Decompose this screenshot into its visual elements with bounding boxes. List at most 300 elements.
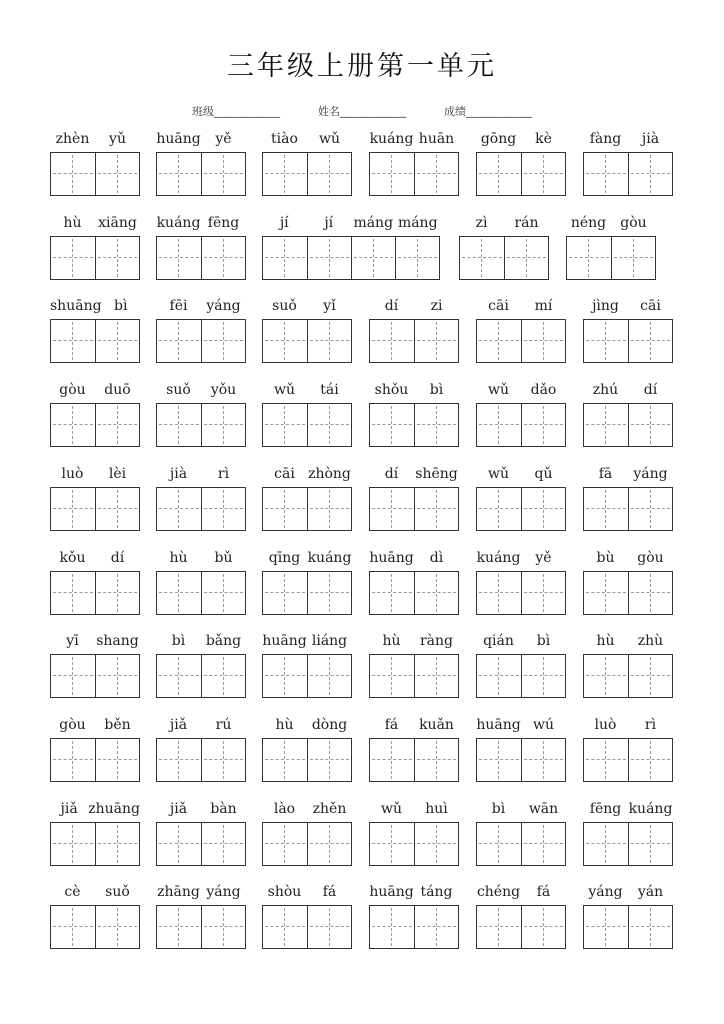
- pinyin-syllable: kuáng: [156, 214, 201, 231]
- tianzige-writing-cell[interactable]: [95, 823, 139, 865]
- pinyin-syllable: tiào: [271, 131, 298, 147]
- tianzige-writing-cell[interactable]: [263, 404, 307, 446]
- pinyin-syllable: huāng: [369, 884, 414, 901]
- tianzige-writing-cell[interactable]: [51, 739, 95, 781]
- tianzige-writing-cell[interactable]: [628, 572, 672, 614]
- tianzige-writing-cell[interactable]: [370, 320, 414, 362]
- tianzige-writing-cell[interactable]: [477, 404, 521, 446]
- pinyin-line: [459, 212, 549, 234]
- pinyin-line: [156, 128, 246, 150]
- word-item: [476, 128, 566, 210]
- tianzige-writing-cell[interactable]: [201, 488, 245, 530]
- word-item: [50, 547, 140, 629]
- pinyin-line: [262, 295, 352, 317]
- tianzige-writing-cell[interactable]: [414, 823, 458, 865]
- tianzige-writing-cell[interactable]: [477, 655, 521, 697]
- tianzige-writing-cell[interactable]: [628, 906, 672, 948]
- tianzige-writing-cell[interactable]: [201, 739, 245, 781]
- pinyin-line: [476, 798, 566, 820]
- pinyin-syllable: yáng: [633, 465, 668, 482]
- pinyin-line: [262, 798, 352, 820]
- tianzige-writing-cell[interactable]: [307, 572, 351, 614]
- writing-boxes: [369, 152, 459, 196]
- pinyin-line: [583, 379, 673, 401]
- pinyin-syllable: wú: [533, 716, 554, 733]
- tianzige-writing-cell[interactable]: [628, 488, 672, 530]
- pinyin-syllable: mí: [534, 298, 553, 315]
- pinyin-syllable: rán: [514, 214, 539, 231]
- writing-boxes: [476, 905, 566, 949]
- tianzige-writing-cell[interactable]: [201, 906, 245, 948]
- word-item: [369, 547, 459, 629]
- tianzige-writing-cell[interactable]: [95, 237, 139, 279]
- class-field-label: 班级____________: [192, 105, 280, 118]
- tianzige-writing-cell[interactable]: [521, 153, 565, 195]
- tianzige-writing-cell[interactable]: [370, 572, 414, 614]
- tianzige-writing-cell[interactable]: [414, 488, 458, 530]
- tianzige-writing-cell[interactable]: [157, 320, 201, 362]
- pinyin-line: [262, 630, 352, 652]
- pinyin-syllable: bì: [536, 633, 551, 650]
- pinyin-line: [476, 547, 566, 569]
- pinyin-line: [156, 379, 246, 401]
- tianzige-writing-cell[interactable]: [95, 320, 139, 362]
- writing-boxes: [156, 403, 246, 447]
- pinyin-syllable: zhuāng: [88, 800, 140, 817]
- tianzige-writing-cell[interactable]: [370, 153, 414, 195]
- writing-boxes: [476, 403, 566, 447]
- tianzige-writing-cell[interactable]: [51, 153, 95, 195]
- pinyin-syllable: hù: [275, 716, 294, 733]
- pinyin-syllable: wǔ: [488, 465, 509, 482]
- word-item: [583, 630, 673, 712]
- tianzige-writing-cell[interactable]: [414, 572, 458, 614]
- pinyin-syllable: huì: [425, 800, 448, 817]
- writing-boxes: [476, 152, 566, 196]
- tianzige-writing-cell[interactable]: [414, 320, 458, 362]
- pinyin-syllable: zhú: [592, 382, 619, 399]
- word-item: [583, 798, 673, 880]
- pinyin-line: [476, 714, 566, 736]
- tianzige-writing-cell[interactable]: [477, 823, 521, 865]
- tianzige-writing-cell[interactable]: [521, 404, 565, 446]
- tianzige-writing-cell[interactable]: [414, 906, 458, 948]
- tianzige-writing-cell[interactable]: [521, 906, 565, 948]
- pinyin-line: [156, 295, 246, 317]
- pinyin-syllable: suǒ: [166, 382, 191, 399]
- tianzige-writing-cell[interactable]: [95, 404, 139, 446]
- tianzige-writing-cell[interactable]: [157, 655, 201, 697]
- tianzige-writing-cell[interactable]: [628, 320, 672, 362]
- pinyin-syllable: cāi: [274, 465, 295, 482]
- tianzige-writing-cell[interactable]: [201, 320, 245, 362]
- tianzige-writing-cell[interactable]: [157, 237, 201, 279]
- score-field-label: 成绩____________: [444, 105, 532, 118]
- writing-boxes: [50, 487, 140, 531]
- word-item: [50, 379, 140, 461]
- tianzige-writing-cell[interactable]: [584, 488, 628, 530]
- writing-boxes: [369, 319, 459, 363]
- word-item: [566, 212, 656, 294]
- pinyin-syllable: ràng: [419, 633, 454, 650]
- tianzige-writing-cell[interactable]: [263, 237, 307, 279]
- word-item: [583, 295, 673, 377]
- pinyin-syllable: zhòng: [308, 465, 351, 482]
- pinyin-syllable: dǎo: [530, 382, 557, 399]
- tianzige-writing-cell[interactable]: [263, 823, 307, 865]
- pinyin-syllable: cè: [64, 884, 81, 901]
- pinyin-syllable: bì: [171, 633, 186, 650]
- pinyin-syllable: suǒ: [272, 298, 297, 315]
- writing-boxes: [50, 905, 140, 949]
- pinyin-line: [50, 714, 140, 736]
- tianzige-writing-cell[interactable]: [584, 404, 628, 446]
- word-item: [583, 547, 673, 629]
- word-item: [476, 295, 566, 377]
- pinyin-syllable: jià: [169, 465, 188, 482]
- writing-boxes: [583, 403, 673, 447]
- pinyin-syllable: gòu: [620, 214, 647, 231]
- tianzige-writing-cell[interactable]: [584, 153, 628, 195]
- pinyin-line: [476, 881, 566, 903]
- page-title: 三年级上册第一单元: [227, 51, 497, 82]
- word-item: [156, 212, 246, 294]
- tianzige-writing-cell[interactable]: [521, 655, 565, 697]
- pinyin-syllable: yǐ: [323, 298, 336, 315]
- word-item: [369, 714, 459, 796]
- word-item: [583, 128, 673, 210]
- tianzige-writing-cell[interactable]: [51, 237, 95, 279]
- tianzige-writing-cell[interactable]: [263, 739, 307, 781]
- tianzige-writing-cell[interactable]: [51, 320, 95, 362]
- pinyin-syllable: rú: [215, 716, 232, 733]
- tianzige-writing-cell[interactable]: [370, 404, 414, 446]
- pinyin-line: [262, 128, 352, 150]
- writing-boxes: [369, 654, 459, 698]
- pinyin-syllable: liáng: [311, 633, 348, 650]
- tianzige-writing-cell[interactable]: [307, 655, 351, 697]
- tianzige-writing-cell[interactable]: [477, 320, 521, 362]
- tianzige-writing-cell[interactable]: [628, 153, 672, 195]
- pinyin-syllable: dòng: [311, 716, 348, 733]
- tianzige-writing-cell[interactable]: [201, 404, 245, 446]
- tianzige-writing-cell[interactable]: [477, 488, 521, 530]
- pinyin-syllable: cāi: [488, 298, 509, 315]
- writing-boxes: [476, 822, 566, 866]
- tianzige-writing-cell[interactable]: [201, 655, 245, 697]
- pinyin-line: [583, 463, 673, 485]
- tianzige-writing-cell[interactable]: [307, 153, 351, 195]
- tianzige-writing-cell[interactable]: [201, 823, 245, 865]
- writing-boxes: [156, 319, 246, 363]
- pinyin-line: [583, 881, 673, 903]
- tianzige-writing-cell[interactable]: [263, 488, 307, 530]
- tianzige-writing-cell[interactable]: [477, 153, 521, 195]
- writing-boxes: [262, 738, 352, 782]
- pinyin-line: [369, 547, 459, 569]
- pinyin-line: [262, 212, 440, 234]
- pinyin-syllable: lèi: [108, 465, 127, 482]
- writing-boxes: [262, 403, 352, 447]
- pinyin-syllable: chéng: [476, 884, 521, 901]
- pinyin-line: [156, 798, 246, 820]
- tianzige-writing-cell[interactable]: [521, 823, 565, 865]
- pinyin-syllable: yán: [637, 884, 664, 901]
- pinyin-syllable: fàng: [589, 131, 622, 147]
- pinyin-syllable: luò: [594, 716, 617, 733]
- tianzige-writing-cell[interactable]: [263, 572, 307, 614]
- word-item: [262, 212, 440, 294]
- writing-boxes: [156, 236, 246, 280]
- tianzige-writing-cell[interactable]: [584, 320, 628, 362]
- pinyin-line: [369, 630, 459, 652]
- writing-boxes: [156, 152, 246, 196]
- tianzige-writing-cell[interactable]: [157, 739, 201, 781]
- tianzige-writing-cell[interactable]: [477, 906, 521, 948]
- tianzige-writing-cell[interactable]: [567, 237, 611, 279]
- tianzige-writing-cell[interactable]: [370, 739, 414, 781]
- pinyin-syllable: bì: [491, 800, 506, 817]
- pinyin-line: [50, 212, 140, 234]
- pinyin-syllable: zì: [475, 214, 488, 231]
- tianzige-writing-cell[interactable]: [460, 237, 504, 279]
- word-item: [156, 463, 246, 545]
- pinyin-syllable: yáng: [206, 884, 241, 901]
- writing-boxes: [50, 738, 140, 782]
- pinyin-syllable: dí: [384, 298, 399, 315]
- pinyin-syllable: dí: [110, 549, 125, 566]
- pinyin-syllable: fēi: [169, 298, 188, 315]
- pinyin-syllable: yě: [215, 131, 232, 147]
- pinyin-syllable: kǒu: [59, 549, 86, 566]
- pinyin-line: [50, 547, 140, 569]
- pinyin-syllable: suǒ: [105, 884, 130, 901]
- pinyin-syllable: yáng: [588, 884, 623, 901]
- tianzige-writing-cell[interactable]: [414, 655, 458, 697]
- tianzige-writing-cell[interactable]: [584, 739, 628, 781]
- tianzige-writing-cell[interactable]: [51, 404, 95, 446]
- tianzige-writing-cell[interactable]: [521, 739, 565, 781]
- word-item: [476, 463, 566, 545]
- pinyin-syllable: bù: [596, 549, 615, 566]
- pinyin-line: [156, 714, 246, 736]
- writing-boxes: [369, 738, 459, 782]
- word-item: [262, 295, 352, 377]
- pinyin-syllable: huāng: [156, 131, 201, 147]
- tianzige-writing-cell[interactable]: [307, 739, 351, 781]
- pinyin-syllable: xiāng: [98, 214, 137, 231]
- pinyin-line: [156, 212, 246, 234]
- tianzige-writing-cell[interactable]: [307, 823, 351, 865]
- word-item: [50, 630, 140, 712]
- pinyin-line: [566, 212, 656, 234]
- pinyin-syllable: jiǎ: [169, 716, 188, 733]
- tianzige-writing-cell[interactable]: [95, 906, 139, 948]
- tianzige-writing-cell[interactable]: [611, 237, 655, 279]
- tianzige-writing-cell[interactable]: [370, 823, 414, 865]
- pinyin-syllable: qīng: [268, 549, 301, 566]
- pinyin-syllable: máng: [397, 214, 438, 231]
- tianzige-writing-cell[interactable]: [263, 906, 307, 948]
- writing-boxes: [50, 236, 140, 280]
- pinyin-syllable: táng: [420, 884, 453, 901]
- pinyin-syllable: luò: [61, 465, 84, 482]
- pinyin-line: [50, 128, 140, 150]
- pinyin-syllable: huāng: [262, 633, 307, 650]
- word-item: [156, 881, 246, 963]
- pinyin-syllable: zhèn: [55, 131, 90, 147]
- tianzige-writing-cell[interactable]: [628, 404, 672, 446]
- pinyin-syllable: gòu: [59, 716, 86, 733]
- tianzige-writing-cell[interactable]: [477, 739, 521, 781]
- tianzige-writing-cell[interactable]: [201, 153, 245, 195]
- tianzige-writing-cell[interactable]: [157, 404, 201, 446]
- pinyin-line: [583, 295, 673, 317]
- word-item: [476, 379, 566, 461]
- tianzige-writing-cell[interactable]: [370, 906, 414, 948]
- tianzige-writing-cell[interactable]: [584, 906, 628, 948]
- tianzige-writing-cell[interactable]: [414, 153, 458, 195]
- tianzige-writing-cell[interactable]: [201, 237, 245, 279]
- tianzige-writing-cell[interactable]: [95, 739, 139, 781]
- tianzige-writing-cell[interactable]: [157, 488, 201, 530]
- pinyin-syllable: bì: [429, 382, 444, 399]
- writing-boxes: [476, 738, 566, 782]
- tianzige-writing-cell[interactable]: [370, 655, 414, 697]
- pinyin-syllable: yǔ: [109, 131, 126, 147]
- pinyin-syllable: fēng: [589, 800, 622, 817]
- writing-boxes: [156, 738, 246, 782]
- pinyin-syllable: rì: [217, 465, 230, 482]
- pinyin-line: [262, 547, 352, 569]
- tianzige-writing-cell[interactable]: [157, 153, 201, 195]
- tianzige-writing-cell[interactable]: [51, 488, 95, 530]
- pinyin-syllable: tái: [320, 382, 339, 399]
- pinyin-line: [583, 630, 673, 652]
- writing-boxes: [459, 236, 549, 280]
- tianzige-writing-cell[interactable]: [307, 237, 351, 279]
- writing-boxes: [262, 152, 352, 196]
- writing-boxes: [262, 654, 352, 698]
- tianzige-writing-cell[interactable]: [521, 488, 565, 530]
- tianzige-writing-cell[interactable]: [263, 655, 307, 697]
- name-field-label: 姓名____________: [318, 105, 406, 118]
- tianzige-writing-cell[interactable]: [95, 153, 139, 195]
- word-item: [476, 630, 566, 712]
- tianzige-writing-cell[interactable]: [370, 488, 414, 530]
- tianzige-writing-cell[interactable]: [307, 906, 351, 948]
- word-item: [262, 798, 352, 880]
- pinyin-syllable: qǔ: [534, 465, 553, 482]
- pinyin-syllable: shuāng: [50, 298, 102, 315]
- pinyin-line: [156, 547, 246, 569]
- writing-boxes: [50, 654, 140, 698]
- writing-boxes: [369, 571, 459, 615]
- tianzige-writing-cell[interactable]: [351, 237, 395, 279]
- word-item: [369, 630, 459, 712]
- tianzige-writing-cell[interactable]: [628, 823, 672, 865]
- pinyin-syllable: zhù: [637, 633, 664, 650]
- tianzige-writing-cell[interactable]: [584, 572, 628, 614]
- word-item: [369, 128, 459, 210]
- pinyin-syllable: shòu: [267, 884, 302, 901]
- tianzige-writing-cell[interactable]: [521, 320, 565, 362]
- pinyin-syllable: huān: [418, 131, 455, 147]
- pinyin-syllable: jiǎ: [169, 800, 188, 817]
- pinyin-line: [476, 128, 566, 150]
- tianzige-writing-cell[interactable]: [307, 488, 351, 530]
- pinyin-syllable: shēng: [415, 465, 458, 482]
- tianzige-writing-cell[interactable]: [628, 739, 672, 781]
- tianzige-writing-cell[interactable]: [584, 823, 628, 865]
- tianzige-writing-cell[interactable]: [95, 572, 139, 614]
- word-item: [50, 212, 140, 294]
- pinyin-syllable: fá: [536, 884, 551, 901]
- tianzige-writing-cell[interactable]: [157, 823, 201, 865]
- tianzige-writing-cell[interactable]: [95, 655, 139, 697]
- tianzige-writing-cell[interactable]: [395, 237, 439, 279]
- writing-boxes: [583, 738, 673, 782]
- pinyin-line: [50, 295, 140, 317]
- tianzige-writing-cell[interactable]: [51, 906, 95, 948]
- writing-boxes: [369, 905, 459, 949]
- pinyin-syllable: jià: [641, 131, 660, 147]
- tianzige-writing-cell[interactable]: [201, 572, 245, 614]
- pinyin-line: [262, 463, 352, 485]
- writing-boxes: [262, 236, 440, 280]
- pinyin-syllable: cāi: [640, 298, 661, 315]
- tianzige-writing-cell[interactable]: [477, 572, 521, 614]
- word-item: [583, 463, 673, 545]
- tianzige-writing-cell[interactable]: [307, 320, 351, 362]
- tianzige-writing-cell[interactable]: [157, 572, 201, 614]
- word-item: [369, 295, 459, 377]
- pinyin-line: [156, 463, 246, 485]
- tianzige-writing-cell[interactable]: [157, 906, 201, 948]
- tianzige-writing-cell[interactable]: [504, 237, 548, 279]
- pinyin-line: [262, 379, 352, 401]
- word-item: [583, 881, 673, 963]
- word-item: [369, 379, 459, 461]
- word-item: [262, 714, 352, 796]
- tianzige-writing-cell[interactable]: [263, 320, 307, 362]
- writing-boxes: [262, 487, 352, 531]
- tianzige-writing-cell[interactable]: [628, 655, 672, 697]
- tianzige-writing-cell[interactable]: [51, 572, 95, 614]
- writing-boxes: [156, 654, 246, 698]
- word-item: [262, 463, 352, 545]
- pinyin-line: [476, 630, 566, 652]
- pinyin-syllable: rì: [644, 716, 657, 733]
- writing-boxes: [262, 905, 352, 949]
- pinyin-syllable: jí: [279, 214, 289, 231]
- tianzige-writing-cell[interactable]: [51, 655, 95, 697]
- writing-boxes: [50, 403, 140, 447]
- tianzige-writing-cell[interactable]: [584, 655, 628, 697]
- writing-boxes: [50, 571, 140, 615]
- tianzige-writing-cell[interactable]: [307, 404, 351, 446]
- tianzige-writing-cell[interactable]: [521, 572, 565, 614]
- pinyin-syllable: zi: [430, 298, 443, 315]
- tianzige-writing-cell[interactable]: [414, 404, 458, 446]
- tianzige-writing-cell[interactable]: [414, 739, 458, 781]
- pinyin-line: [50, 798, 140, 820]
- tianzige-writing-cell[interactable]: [263, 153, 307, 195]
- tianzige-writing-cell[interactable]: [95, 488, 139, 530]
- pinyin-line: [583, 128, 673, 150]
- pinyin-syllable: gòu: [59, 382, 86, 399]
- tianzige-writing-cell[interactable]: [51, 823, 95, 865]
